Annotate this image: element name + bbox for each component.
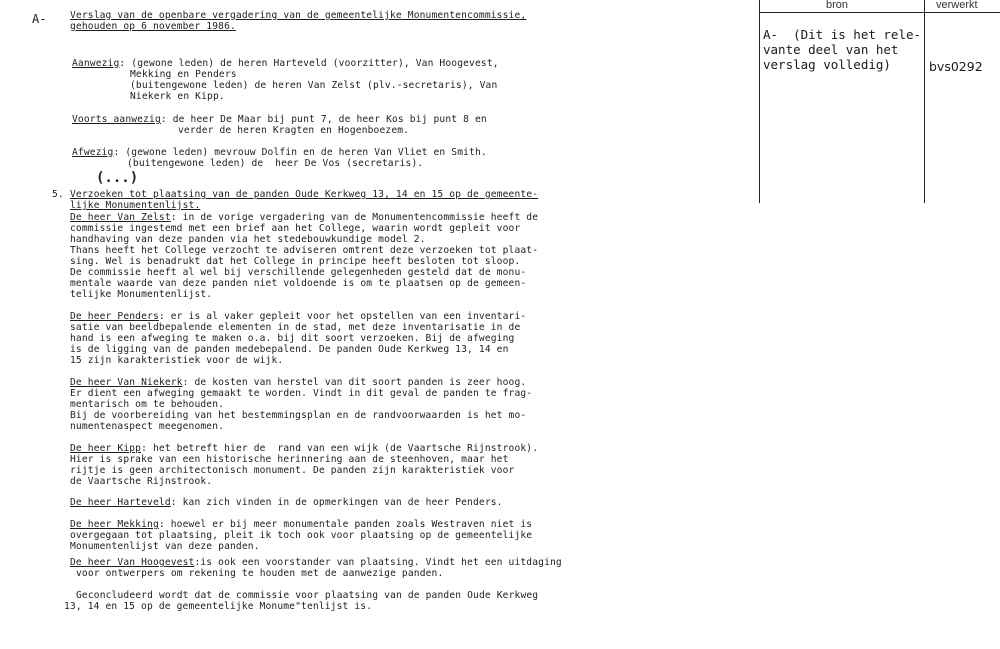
vanzelst-line-8: telijke Monumentenlijst. — [70, 289, 213, 300]
conclusion-line-2: 13, 14 en 15 op de gemeentelijke Monume"tenlijst is. — [64, 601, 373, 612]
afwezig-line-1 — [72, 147, 487, 158]
kipp-text-1: : het betreft hier de rand van een wijk (de Vaartsche Rijnstrook). — [141, 443, 539, 454]
speaker-van-niekerk: De heer Van Niekerk — [70, 377, 183, 388]
speaker-kipp: De heer Kipp — [70, 443, 142, 454]
item-heading-line-2: lijke Monumentenlijst. — [70, 200, 201, 211]
column-header-bron: bron — [826, 0, 849, 11]
mekking-text-1: : hoewel er bij meer monumentale panden zoals Westraven niet is — [158, 519, 533, 530]
item-heading-line-1: Verzoeken tot plaatsing van de panden Oude Kerkweg 13, 14 en 15 op de gemeente- — [70, 189, 539, 200]
vanniekerk-line-2: Er dient een afweging gemaakt te worden. Vindt in dit geval de panden te frag- — [70, 388, 533, 399]
penders-line-5: 15 zijn karakteristiek voor de wijk. — [70, 355, 284, 366]
mekking-line-1 — [70, 519, 532, 530]
vanzelst-line-2: commissie ingestemd met een brief aan het College, waarin wordt gepleit voor — [70, 223, 521, 234]
penders-line-4: is de ligging van de panden medebepalend. De panden Oude Kerkweg 13, 14 en — [70, 344, 509, 355]
harteveld-text-1: : kan zich vinden in de opmerkingen van de heer Penders. — [170, 497, 503, 508]
speaker-van-hoogevest: De heer Van Hoogevest — [70, 557, 195, 568]
penders-line-1 — [70, 311, 526, 322]
table-left-border — [759, 0, 760, 203]
aanwezig-line-3: (buitengewone leden) de heren Van Zelst (plv.-secretaris), Van — [130, 80, 498, 91]
hoogevest-text-1: :is ook een voorstander van plaatsing. Vindt het een uitdaging — [194, 557, 562, 568]
afwezig-label: Afwezig — [72, 147, 114, 158]
vanzelst-text-1: : in de vorige vergadering van de Monumentencommissie heeft de — [170, 212, 539, 223]
vanzelst-line-3: handhaving van deze panden via het stedebouwkundige model 2. — [70, 234, 426, 245]
penders-line-2: satie van beeldbepalende elementen in de stad, met deze inventarisatie in de — [70, 322, 521, 333]
vanniekerk-line-5: numentenaspect meegenomen. — [70, 421, 225, 432]
reference-label: A- — [32, 12, 47, 26]
voorts-text-1: : de heer De Maar bij punt 7, de heer Kos bij punt 8 en — [160, 114, 487, 125]
vanniekerk-line-1 — [70, 377, 526, 388]
table-column-divider — [924, 0, 925, 203]
speaker-van-zelst: De heer Van Zelst — [70, 212, 171, 223]
speaker-harteveld: De heer Harteveld — [70, 497, 171, 508]
hoogevest-line-2: voor ontwerpers om rekening te houden met de aanwezige panden. — [76, 568, 444, 579]
column-header-verwerkt: verwerkt — [936, 0, 978, 11]
aanwezig-text-1: : (gewone leden) de heren Harteveld (voorzitter), Van Hoogevest, — [119, 58, 499, 69]
speaker-penders: De heer Penders — [70, 311, 159, 322]
bron-note-line-1: A- (Dit is het rele- — [763, 27, 922, 42]
aanwezig-line-4: Niekerk en Kipp. — [130, 91, 225, 102]
voorts-aanwezig-label: Voorts aanwezig — [72, 114, 161, 125]
afwezig-text-1: : (gewone leden) mevrouw Dolfin en de heren Van Vliet en Smith. — [113, 147, 487, 158]
conclusion-line-1: Geconcludeerd wordt dat de commissie voor plaatsing van de panden Oude Kerkweg — [76, 590, 539, 601]
aanwezig-line-1 — [72, 58, 499, 69]
hoogevest-line-1 — [70, 557, 562, 568]
verwerkt-code: bvs0292 — [929, 59, 983, 74]
vanniekerk-line-4: Bij de voorbereiding van het bestemmingsplan en de randvoorwaarden is het mo- — [70, 410, 527, 421]
vanniekerk-text-1: : de kosten van herstel van dit soort panden is zeer hoog. — [182, 377, 527, 388]
bron-note-line-2: vante deel van het — [763, 42, 899, 57]
speaker-mekking: De heer Mekking — [70, 519, 159, 530]
voorts-line-2: verder de heren Kragten en Hogenboezem. — [178, 125, 410, 136]
omission-ellipsis: (...) — [96, 170, 139, 186]
kipp-line-4: de Vaartsche Rijnstrook. — [70, 476, 213, 487]
kipp-line-2: Hier is sprake van een historische herinnering aan de steenhoven, maar het — [70, 454, 509, 465]
vanzelst-line-1 — [70, 212, 538, 223]
penders-text-1: : er is al vaker gepleit voor het opstellen van een inventari- — [158, 311, 527, 322]
vanzelst-line-4: Thans heeft het College verzocht te adviseren omtrent deze verzoeken tot plaat- — [70, 245, 539, 256]
aanwezig-line-2: Mekking en Penders — [130, 69, 237, 80]
aanwezig-label: Aanwezig — [72, 58, 120, 69]
vanzelst-line-7: mentale waarde van deze panden niet voldoende is om te plaatsen op de gemeen- — [70, 278, 527, 289]
mekking-line-3: Monumentenlijst van deze panden. — [70, 541, 260, 552]
item-number: 5. — [52, 189, 64, 200]
vanzelst-line-6: De commissie heeft al wel bij verschillende gelegenheden gesteld dat de monu- — [70, 267, 527, 278]
report-title-line-1: Verslag van de openbare vergadering van de gemeentelijke Monumentencommissie, — [70, 10, 527, 21]
report-title-line-2: gehouden op 6 november 1986. — [70, 21, 236, 32]
voorts-line-1 — [72, 114, 487, 125]
vanzelst-line-5: sing. Wel is benadrukt dat het College in principe heeft besloten tot sloop. — [70, 256, 521, 267]
mekking-line-2: overgegaan tot plaatsing, pleit ik toch ook voor plaatsing op de gemeentelijke — [70, 530, 533, 541]
table-header-rule — [759, 12, 1000, 13]
penders-line-3: hand is een afweging te maken o.a. bij dit soort verzoeken. Bij de afweging — [70, 333, 515, 344]
bron-note-line-3: verslag volledig) — [763, 57, 891, 72]
kipp-line-1 — [70, 443, 538, 454]
harteveld-line-1 — [70, 497, 503, 508]
vanniekerk-line-3: mentarisch om te behouden. — [70, 399, 225, 410]
afwezig-line-2: (buitengewone leden) de heer De Vos (secretaris). — [127, 158, 424, 169]
kipp-line-3: rijtje is geen architectonisch monument. De panden zijn karakteristiek voor — [70, 465, 515, 476]
